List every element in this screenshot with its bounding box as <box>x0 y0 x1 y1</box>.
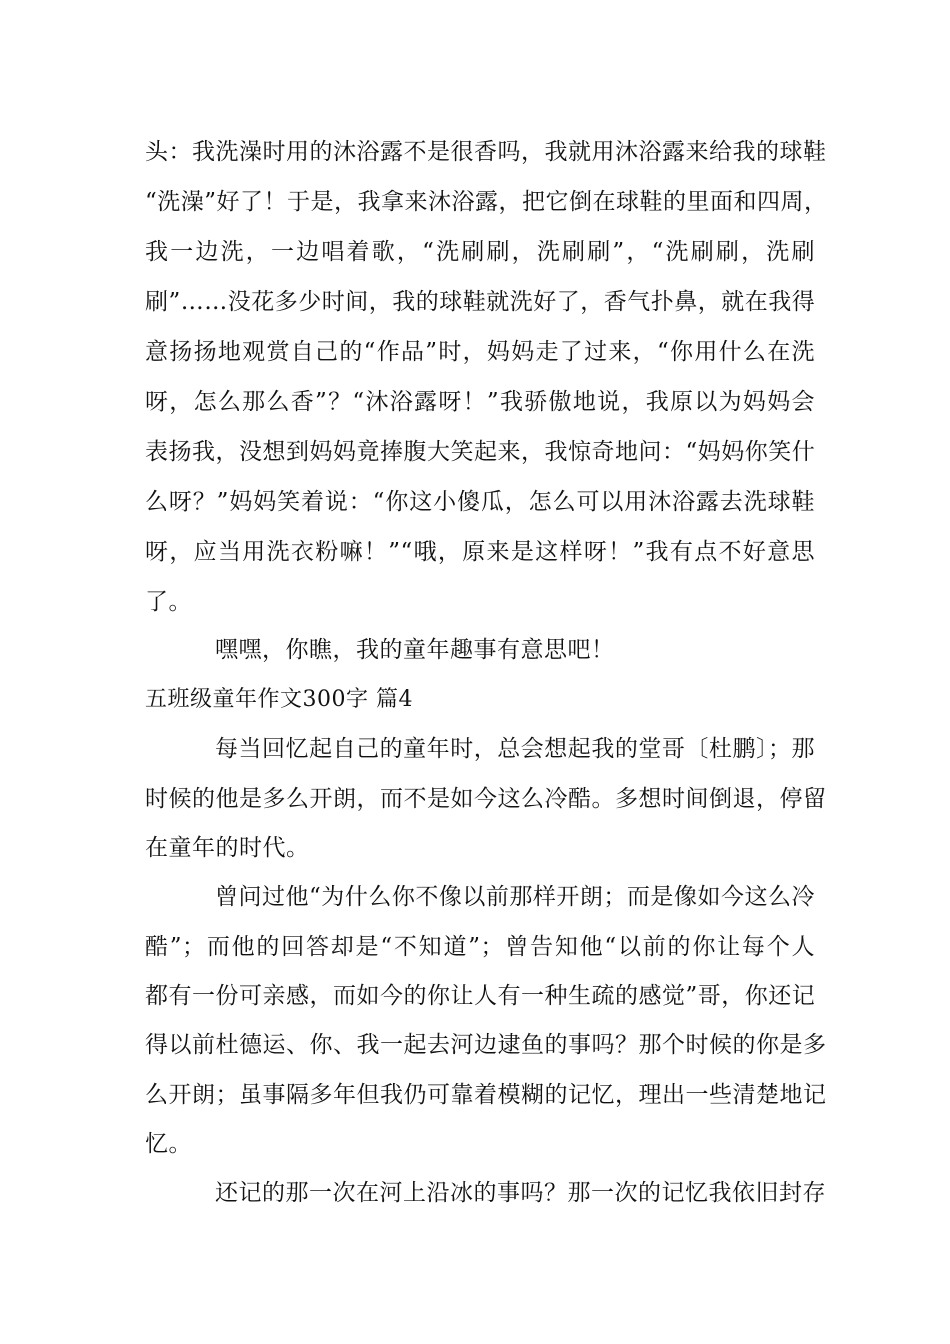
section-heading: 五班级童年作文300字 篇4 <box>145 687 413 712</box>
text-line: 每当回忆起自己的童年时，总会想起我的堂哥〔杜鹏〕；那 <box>215 736 815 762</box>
text-line: “洗澡”好了！于是，我拿来沐浴露，把它倒在球鞋的里面和四周， <box>145 189 828 215</box>
text-line: 表扬我，没想到妈妈竟捧腹大笑起来，我惊奇地问：“妈妈你笑什 <box>145 439 816 465</box>
text-line: 刷”……没花多少时间，我的球鞋就洗好了，香气扑鼻，就在我得 <box>145 289 816 315</box>
text-line: 忆。 <box>145 1131 192 1157</box>
text-line: 酷”；而他的回答却是“不知道”；曾告知他“以前的你让每个人 <box>145 934 815 960</box>
text-line: 呀，应当用洗衣粉嘛！”“哦，原来是这样呀！”我有点不好意思 <box>145 539 815 565</box>
text-line: 时候的他是多么开朗，而不是如今这么冷酷。多想时间倒退，停留 <box>145 786 827 812</box>
text-line: 我一边洗，一边唱着歌，“洗刷刷，洗刷刷”，“洗刷刷，洗刷 <box>145 239 815 265</box>
text-line: 嘿嘿，你瞧，我的童年趣事有意思吧！ <box>215 637 615 663</box>
text-line: 还记的那一次在河上沿冰的事吗？那一次的记忆我依旧封存 <box>215 1180 826 1206</box>
text-line: 得以前杜德运、你、我一起去河边逮鱼的事吗？那个时候的你是多 <box>145 1032 827 1058</box>
text-line: 在童年的时代。 <box>145 835 310 861</box>
text-line: 么呀？”妈妈笑着说：“你这小傻瓜，怎么可以用沐浴露去洗球鞋 <box>145 489 815 515</box>
text-line: 头：我洗澡时用的沐浴露不是很香吗，我就用沐浴露来给我的球鞋 <box>145 139 827 165</box>
text-line: 意扬扬地观赏自己的“作品”时，妈妈走了过来，“你用什么在洗 <box>145 339 815 365</box>
text-line: 么开朗；虽事隔多年但我仍可靠着模糊的记忆，理出一些清楚地记 <box>145 1082 827 1108</box>
text-line: 曾问过他“为什么你不像以前那样开朗；而是像如今这么冷 <box>215 884 815 910</box>
text-line: 了。 <box>145 589 192 615</box>
text-line: 呀，怎么那么香”？“沐浴露呀！”我骄傲地说，我原以为妈妈会 <box>145 389 815 415</box>
text-line: 都有一份可亲感，而如今的你让人有一种生疏的感觉”哥，你还记 <box>145 983 816 1009</box>
